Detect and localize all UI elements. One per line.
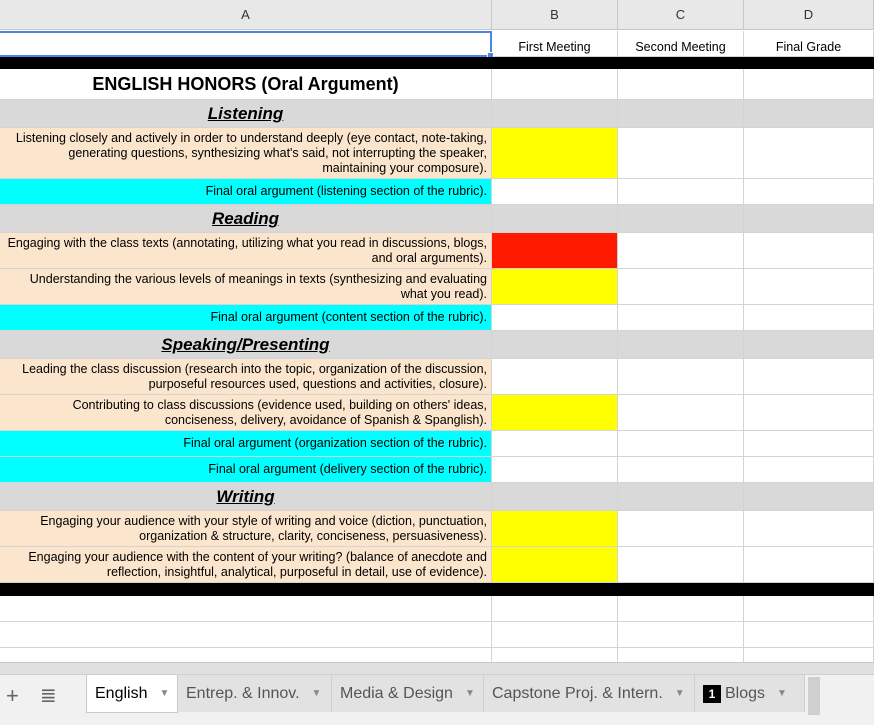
empty-cell[interactable] <box>0 596 492 622</box>
header-second-meeting[interactable]: Second Meeting <box>618 31 744 57</box>
tab-label: Media & Design <box>340 684 453 702</box>
empty-cell[interactable] <box>492 622 618 648</box>
grade-speaking-final-del-final[interactable] <box>744 457 874 483</box>
grade-reading-1-first[interactable] <box>492 233 618 269</box>
page-title[interactable]: ENGLISH HONORS (Oral Argument) <box>0 69 492 100</box>
section-listening[interactable]: Listening <box>0 100 492 128</box>
criterion-speaking-2[interactable]: Contributing to class discussions (evidence used, building on others' ideas, conciseness, delivery, avoidance of Spanish & Spanglish). <box>0 395 492 431</box>
empty-cell[interactable] <box>744 596 874 622</box>
cell-d-writing-header[interactable] <box>744 483 874 511</box>
section-speaking-presenting[interactable]: Speaking/Presenting <box>0 331 492 359</box>
section-reading[interactable]: Reading <box>0 205 492 233</box>
grade-reading-2-second[interactable] <box>618 269 744 305</box>
column-header-b[interactable]: B <box>492 0 618 30</box>
criterion-speaking-1[interactable]: Leading the class discussion (research into the topic, organization of the discussion, purposeful resources used, questions and activities, closure). <box>0 359 492 395</box>
cell-b-reading-header[interactable] <box>492 205 618 233</box>
grade-listening-1-final[interactable] <box>744 128 874 179</box>
criterion-reading-2[interactable]: Understanding the various levels of meanings in texts (synthesizing and evaluating what you read). <box>0 269 492 305</box>
black-divider-bottom <box>0 583 874 596</box>
grade-speaking-1-first[interactable] <box>492 359 618 395</box>
cell-c-reading-header[interactable] <box>618 205 744 233</box>
tab-label: Entrep. & Innov. <box>186 684 300 702</box>
tab-label: Capstone Proj. & Intern. <box>492 684 663 702</box>
empty-cell[interactable] <box>618 596 744 622</box>
tab-entrep-innov[interactable] <box>178 675 332 712</box>
column-header-c[interactable]: C <box>618 0 744 30</box>
add-sheet-icon[interactable]: + <box>6 683 19 708</box>
cell-d-reading-header[interactable] <box>744 205 874 233</box>
notification-badge: 1 <box>703 685 721 703</box>
cell-c-writing-header[interactable] <box>618 483 744 511</box>
grade-reading-2-final[interactable] <box>744 269 874 305</box>
grade-reading-final-first[interactable] <box>492 305 618 331</box>
cell-b-listening-header[interactable] <box>492 100 618 128</box>
grade-writing-2-first[interactable] <box>492 547 618 583</box>
grade-writing-1-final[interactable] <box>744 511 874 547</box>
cell-d-listening-header[interactable] <box>744 100 874 128</box>
empty-cell[interactable] <box>744 648 874 662</box>
grade-speaking-final-del-first[interactable] <box>492 457 618 483</box>
column-header-d[interactable]: D <box>744 0 874 30</box>
empty-cell[interactable] <box>0 622 492 648</box>
empty-cell[interactable] <box>492 596 618 622</box>
grade-reading-1-second[interactable] <box>618 233 744 269</box>
empty-cell[interactable] <box>618 622 744 648</box>
tab-blogs[interactable] <box>695 675 805 712</box>
chevron-down-icon[interactable]: ▼ <box>777 688 787 699</box>
grade-speaking-2-first[interactable] <box>492 395 618 431</box>
grade-writing-1-second[interactable] <box>618 511 744 547</box>
grade-speaking-1-second[interactable] <box>618 359 744 395</box>
empty-cell[interactable] <box>744 622 874 648</box>
black-divider-top <box>0 57 874 69</box>
criterion-speaking-final-organization[interactable]: Final oral argument (organization section of the rubric). <box>0 431 492 457</box>
grade-writing-2-second[interactable] <box>618 547 744 583</box>
tab-media-design[interactable] <box>332 675 484 712</box>
criterion-writing-1[interactable]: Engaging your audience with your style of writing and voice (diction, punctuation, organization & structure, clarity, conciseness, persuasiveness). <box>0 511 492 547</box>
cell-b-speaking-header[interactable] <box>492 331 618 359</box>
chevron-down-icon[interactable]: ▼ <box>311 688 322 699</box>
header-final-grade[interactable]: Final Grade <box>744 31 874 57</box>
criterion-listening-final[interactable]: Final oral argument (listening section of the rubric). <box>0 179 492 205</box>
grade-speaking-1-final[interactable] <box>744 359 874 395</box>
tab-label: Blogs <box>725 684 766 702</box>
chevron-down-icon[interactable]: ▼ <box>674 688 685 699</box>
sheet-tab-bar <box>0 662 874 725</box>
chevron-down-icon[interactable]: ▼ <box>159 688 170 699</box>
tab-label: English <box>95 684 148 702</box>
cell-d-speaking-header[interactable] <box>744 331 874 359</box>
grade-reading-final-second[interactable] <box>618 305 744 331</box>
grade-speaking-2-final[interactable] <box>744 395 874 431</box>
grade-reading-final-final[interactable] <box>744 305 874 331</box>
criterion-listening-1[interactable]: Listening closely and actively in order to understand deeply (eye contact, note-taking, generating questions, synthesizing what's said, not interrupting the speaker, maintaining your composure). <box>0 128 492 179</box>
cell-c-title[interactable] <box>618 69 744 100</box>
horizontal-scrollbar-track[interactable] <box>0 663 874 675</box>
cell-b-title[interactable] <box>492 69 618 100</box>
column-header-a[interactable]: A <box>0 0 492 30</box>
all-sheets-list-icon[interactable]: ≣ <box>40 685 57 707</box>
cell-d-title[interactable] <box>744 69 874 100</box>
selected-cell-outline <box>0 31 492 57</box>
grade-writing-2-final[interactable] <box>744 547 874 583</box>
criterion-speaking-final-delivery[interactable]: Final oral argument (delivery section of the rubric). <box>0 457 492 483</box>
header-first-meeting[interactable]: First Meeting <box>492 31 618 57</box>
tab-scroll-handle[interactable] <box>808 677 820 715</box>
criterion-reading-1[interactable]: Engaging with the class texts (annotating, utilizing what you read in discussions, blogs, and oral arguments). <box>0 233 492 269</box>
grade-writing-1-first[interactable] <box>492 511 618 547</box>
empty-cell[interactable] <box>492 648 618 662</box>
tab-capstone[interactable] <box>484 675 695 712</box>
grade-listening-final-final[interactable] <box>744 179 874 205</box>
grade-listening-1-first[interactable] <box>492 128 618 179</box>
grade-listening-final-first[interactable] <box>492 179 618 205</box>
grade-listening-final-second[interactable] <box>618 179 744 205</box>
criterion-writing-2[interactable]: Engaging your audience with the content of your writing? (balance of anecdote and reflection, insightful, analytical, purposeful in detail, use of evidence). <box>0 547 492 583</box>
empty-cell[interactable] <box>0 648 492 662</box>
cell-b-writing-header[interactable] <box>492 483 618 511</box>
empty-cell[interactable] <box>618 648 744 662</box>
section-writing[interactable]: Writing <box>0 483 492 511</box>
grade-speaking-final-del-second[interactable] <box>618 457 744 483</box>
grade-reading-1-final[interactable] <box>744 233 874 269</box>
criterion-reading-final[interactable]: Final oral argument (content section of the rubric). <box>0 305 492 331</box>
grade-speaking-final-org-final[interactable] <box>744 431 874 457</box>
tab-english[interactable] <box>86 675 178 713</box>
grade-listening-1-second[interactable] <box>618 128 744 179</box>
cell-c-listening-header[interactable] <box>618 100 744 128</box>
grade-speaking-final-org-first[interactable] <box>492 431 618 457</box>
grade-speaking-2-second[interactable] <box>618 395 744 431</box>
cell-c-speaking-header[interactable] <box>618 331 744 359</box>
grade-speaking-final-org-second[interactable] <box>618 431 744 457</box>
chevron-down-icon[interactable]: ▼ <box>464 688 475 699</box>
grade-reading-2-first[interactable] <box>492 269 618 305</box>
